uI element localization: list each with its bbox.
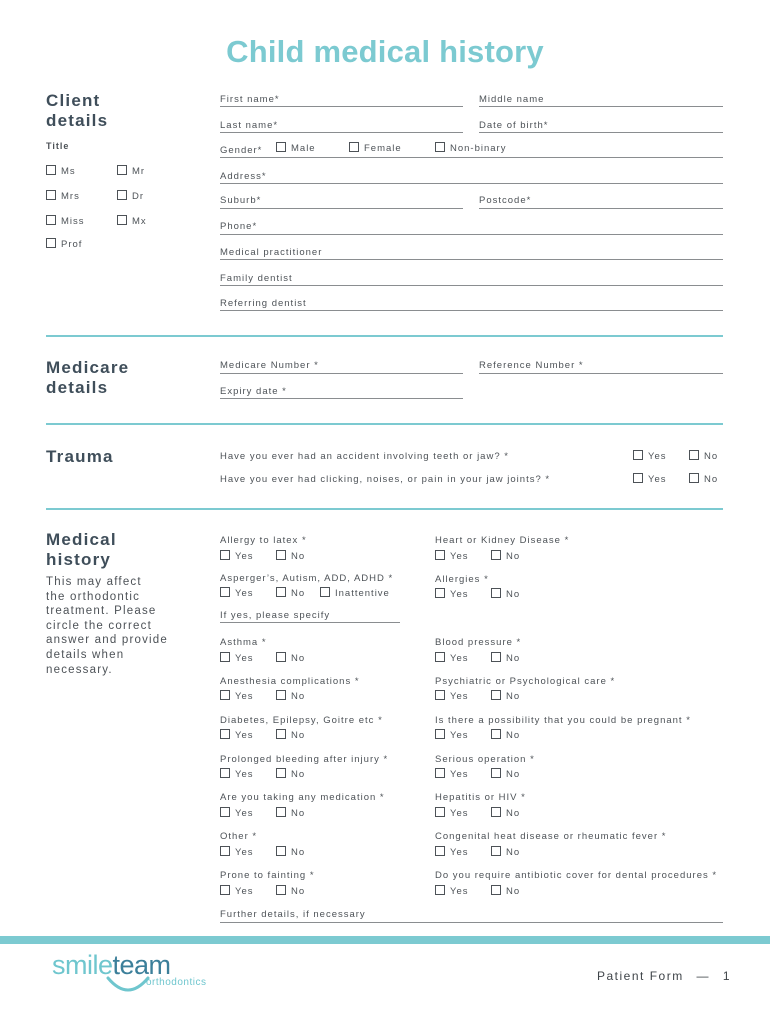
practitioner-field[interactable] (220, 259, 723, 260)
asperger-inattentive[interactable] (320, 588, 390, 599)
section-divider (46, 335, 723, 337)
latex-yes[interactable] (220, 551, 254, 562)
psychiatric-no[interactable] (491, 691, 520, 702)
practitioner-label: Medical practitioner (220, 247, 323, 258)
checkbox-icon (435, 885, 445, 895)
phone-field[interactable] (220, 234, 723, 235)
question-medication: Are you taking any medication * (220, 792, 385, 803)
question-diabetes: Diabetes, Epilepsy, Goitre etc * (220, 715, 383, 726)
option-label: Female (364, 143, 402, 154)
referring-dentist-label: Referring dentist (220, 298, 307, 309)
medical-history-note (46, 575, 168, 677)
checkbox-icon (276, 885, 286, 895)
checkbox-icon (435, 807, 445, 817)
option-label: Yes (235, 551, 254, 562)
option-label: Yes (648, 474, 667, 485)
option-label: No (291, 847, 306, 858)
checkbox-icon (689, 473, 699, 483)
checkbox-icon (220, 587, 230, 597)
option-label: No (704, 451, 719, 462)
checkbox-icon (491, 729, 501, 739)
option-label: No (704, 474, 719, 485)
checkbox-icon (276, 729, 286, 739)
section-divider (46, 508, 723, 510)
congenital-yes[interactable] (435, 847, 469, 858)
trauma-clicking-yes[interactable] (633, 474, 667, 485)
checkbox-icon (220, 729, 230, 739)
gender-option-female[interactable] (349, 143, 402, 154)
option-label: Male (291, 143, 316, 154)
medical-history-heading (46, 530, 117, 570)
client-heading-line2: details (46, 111, 109, 130)
option-label: Mrs (61, 191, 80, 202)
smileteam-logo (52, 950, 207, 988)
checkbox-icon (220, 846, 230, 856)
title-option-mx[interactable] (117, 216, 147, 227)
page-title: Child medical history (226, 34, 544, 69)
note-line: answer and provide (46, 634, 168, 647)
title-label: Title (46, 141, 70, 151)
medicare-number-label: Medicare Number * (220, 360, 319, 371)
option-label: Yes (450, 653, 469, 664)
last-name-label: Last name* (220, 120, 279, 131)
first-name-field[interactable] (220, 106, 463, 107)
question-antibiotic: Do you require antibiotic cover for dental procedures * (435, 870, 718, 881)
medicare-heading-line1: Medicare (46, 358, 130, 377)
other-no[interactable] (276, 847, 305, 858)
specify-field[interactable] (220, 622, 400, 623)
checkbox-icon (276, 846, 286, 856)
fainting-yes[interactable] (220, 886, 254, 897)
serious-operation-yes[interactable] (435, 769, 469, 780)
checkbox-icon (491, 550, 501, 560)
checkbox-icon (349, 142, 359, 152)
title-option-prof[interactable] (46, 239, 82, 250)
option-label: No (506, 551, 521, 562)
asperger-no[interactable] (276, 588, 305, 599)
hepatitis-yes[interactable] (435, 808, 469, 819)
question-psychiatric: Psychiatric or Psychological care * (435, 676, 616, 687)
diabetes-yes[interactable] (220, 730, 254, 741)
trauma-accident-no[interactable] (689, 451, 718, 462)
checkbox-icon (491, 807, 501, 817)
specify-label: If yes, please specify (220, 610, 331, 621)
option-label: Yes (235, 691, 254, 702)
anesthesia-yes[interactable] (220, 691, 254, 702)
page-number: 1 (722, 969, 732, 983)
option-label: Yes (235, 847, 254, 858)
trauma-question-accident: Have you ever had an accident involving teeth or jaw? * (220, 451, 509, 462)
pregnant-yes[interactable] (435, 730, 469, 741)
question-latex: Allergy to latex * (220, 535, 307, 546)
question-congenital: Congenital heat disease or rheumatic fever * (435, 831, 667, 842)
checkbox-icon (220, 885, 230, 895)
checkbox-icon (491, 885, 501, 895)
referring-dentist-field[interactable] (220, 310, 723, 311)
option-label: Mx (132, 216, 147, 227)
note-line: circle the correct (46, 619, 152, 632)
checkbox-icon (435, 846, 445, 856)
postcode-label: Postcode* (479, 195, 532, 206)
smile-arc-icon (106, 976, 150, 994)
medical-heading-line1: Medical (46, 530, 117, 549)
note-line: the orthodontic (46, 590, 141, 603)
phone-label: Phone* (220, 221, 258, 232)
option-label: Non-binary (450, 143, 507, 154)
family-dentist-field[interactable] (220, 285, 723, 286)
latex-no[interactable] (276, 551, 305, 562)
option-label: Yes (648, 451, 667, 462)
antibiotic-no[interactable] (491, 886, 520, 897)
checkbox-icon (117, 165, 127, 175)
checkbox-icon (633, 473, 643, 483)
trauma-clicking-no[interactable] (689, 474, 718, 485)
question-pregnant: Is there a possibility that you could be pregnant * (435, 715, 691, 726)
page-dash: — (696, 969, 711, 983)
trauma-heading: Trauma (46, 447, 114, 466)
option-label: Mr (132, 166, 146, 177)
option-label: No (506, 730, 521, 741)
logo-subtitle: orthodontics (146, 977, 207, 988)
option-label: No (506, 886, 521, 897)
option-label: Yes (235, 886, 254, 897)
checkbox-icon (435, 550, 445, 560)
option-label: Yes (235, 808, 254, 819)
checkbox-icon (46, 238, 56, 248)
gender-option-male[interactable] (276, 143, 316, 154)
middle-name-field[interactable] (479, 106, 723, 107)
checkbox-icon (435, 652, 445, 662)
checkbox-icon (633, 450, 643, 460)
question-bleeding: Prolonged bleeding after injury * (220, 754, 389, 765)
trauma-question-clicking: Have you ever had clicking, noises, or pain in your jaw joints? * (220, 474, 551, 485)
checkbox-icon (220, 807, 230, 817)
gender-label: Gender* (220, 145, 263, 156)
address-label: Address* (220, 171, 267, 182)
pregnant-no[interactable] (491, 730, 520, 741)
diabetes-no[interactable] (276, 730, 305, 741)
heart-kidney-no[interactable] (491, 551, 520, 562)
checkbox-icon (276, 768, 286, 778)
option-label: Yes (235, 769, 254, 780)
option-label: No (506, 808, 521, 819)
last-name-field[interactable] (220, 132, 463, 133)
option-label: Yes (235, 588, 254, 599)
option-label: No (291, 730, 306, 741)
medical-heading-line2: history (46, 550, 112, 569)
asthma-yes[interactable] (220, 653, 254, 664)
bleeding-no[interactable] (276, 769, 305, 780)
option-label: Prof (61, 239, 83, 250)
address-field[interactable] (220, 183, 723, 184)
checkbox-icon (320, 587, 330, 597)
option-label: Yes (450, 886, 469, 897)
checkbox-icon (276, 807, 286, 817)
bleeding-yes[interactable] (220, 769, 254, 780)
checkbox-icon (276, 550, 286, 560)
further-details-label: Further details, if necessary (220, 909, 366, 920)
question-anesthesia: Anesthesia complications * (220, 676, 360, 687)
option-label: Yes (235, 653, 254, 664)
option-label: Yes (450, 551, 469, 562)
first-name-label: First name* (220, 94, 280, 105)
option-label: No (291, 551, 306, 562)
option-label: No (291, 653, 306, 664)
congenital-no[interactable] (491, 847, 520, 858)
option-label: No (506, 653, 521, 664)
option-label: Yes (450, 691, 469, 702)
option-label: No (291, 769, 306, 780)
option-label: No (506, 589, 521, 600)
logo-smile-text: smile (52, 950, 113, 980)
heart-kidney-yes[interactable] (435, 551, 469, 562)
checkbox-icon (491, 652, 501, 662)
checkbox-icon (220, 652, 230, 662)
medicare-number-field[interactable] (220, 373, 463, 374)
option-label: Miss (61, 216, 85, 227)
checkbox-icon (435, 588, 445, 598)
section-divider (46, 423, 723, 425)
footer-band (0, 936, 770, 944)
family-dentist-label: Family dentist (220, 273, 293, 284)
note-line: details when (46, 648, 125, 661)
question-other: Other * (220, 831, 258, 842)
client-details-heading (46, 91, 108, 131)
option-label: No (506, 847, 521, 858)
title-option-miss[interactable] (46, 216, 85, 227)
reference-number-label: Reference Number * (479, 360, 584, 371)
option-label: Ms (61, 166, 76, 177)
asperger-yes[interactable] (220, 588, 254, 599)
medicare-heading-line2: details (46, 378, 109, 397)
medicare-heading (46, 358, 129, 398)
allergies-yes[interactable] (435, 589, 469, 600)
checkbox-icon (46, 190, 56, 200)
medication-yes[interactable] (220, 808, 254, 819)
question-asperger: Asperger’s, Autism, ADD, ADHD * (220, 573, 394, 584)
serious-operation-no[interactable] (491, 769, 520, 780)
option-label: Dr (132, 191, 145, 202)
checkbox-icon (276, 587, 286, 597)
hepatitis-no[interactable] (491, 808, 520, 819)
checkbox-icon (689, 450, 699, 460)
option-label: No (291, 691, 306, 702)
checkbox-icon (435, 768, 445, 778)
option-label: No (291, 886, 306, 897)
expiry-field[interactable] (220, 398, 463, 399)
note-line: This may affect (46, 576, 142, 588)
question-allergies: Allergies * (435, 574, 489, 585)
gender-option-nonbinary[interactable] (435, 143, 506, 154)
question-serious-operation: Serious operation * (435, 754, 535, 765)
checkbox-icon (435, 142, 445, 152)
checkbox-icon (491, 690, 501, 700)
checkbox-icon (435, 729, 445, 739)
reference-number-field[interactable] (479, 373, 723, 374)
fainting-no[interactable] (276, 886, 305, 897)
suburb-field[interactable] (220, 208, 463, 209)
title-option-ms[interactable] (46, 166, 76, 177)
option-label: Yes (450, 808, 469, 819)
dob-field[interactable] (479, 132, 723, 133)
medication-no[interactable] (276, 808, 305, 819)
option-label: Yes (450, 589, 469, 600)
trauma-accident-yes[interactable] (633, 451, 667, 462)
checkbox-icon (276, 142, 286, 152)
psychiatric-yes[interactable] (435, 691, 469, 702)
question-heart-kidney: Heart or Kidney Disease * (435, 535, 570, 546)
blood-pressure-no[interactable] (491, 653, 520, 664)
option-label: Inattentive (335, 588, 390, 599)
checkbox-icon (117, 190, 127, 200)
page-footer (597, 969, 731, 983)
option-label: Yes (235, 730, 254, 741)
checkbox-icon (276, 690, 286, 700)
allergies-no[interactable] (491, 589, 520, 600)
option-label: No (291, 808, 306, 819)
dob-label: Date of birth* (479, 120, 549, 131)
option-label: Yes (450, 847, 469, 858)
question-hepatitis: Hepatitis or HIV * (435, 792, 526, 803)
checkbox-icon (276, 652, 286, 662)
note-line: necessary. (46, 663, 113, 676)
middle-name-label: Middle name (479, 94, 545, 105)
note-line: treatment. Please (46, 605, 157, 618)
anesthesia-no[interactable] (276, 691, 305, 702)
option-label: No (291, 588, 306, 599)
option-label: Yes (450, 730, 469, 741)
suburb-label: Suburb* (220, 195, 262, 206)
option-label: No (506, 691, 521, 702)
logo-team-text: team (112, 950, 171, 980)
checkbox-icon (435, 690, 445, 700)
gender-line (220, 157, 723, 158)
checkbox-icon (491, 846, 501, 856)
other-yes[interactable] (220, 847, 254, 858)
client-heading-line1: Client (46, 91, 101, 110)
checkbox-icon (46, 215, 56, 225)
checkbox-icon (46, 165, 56, 175)
expiry-label: Expiry date * (220, 386, 287, 397)
title-option-dr[interactable] (117, 191, 144, 202)
title-option-mrs[interactable] (46, 191, 80, 202)
blood-pressure-yes[interactable] (435, 653, 469, 664)
checkbox-icon (117, 215, 127, 225)
title-option-mr[interactable] (117, 166, 145, 177)
checkbox-icon (220, 690, 230, 700)
option-label: Yes (450, 769, 469, 780)
question-fainting: Prone to fainting * (220, 870, 315, 881)
antibiotic-yes[interactable] (435, 886, 469, 897)
postcode-field[interactable] (479, 208, 723, 209)
question-blood-pressure: Blood pressure * (435, 637, 522, 648)
checkbox-icon (491, 768, 501, 778)
question-asthma: Asthma * (220, 637, 267, 648)
option-label: No (506, 769, 521, 780)
further-details-field[interactable] (220, 922, 723, 923)
checkbox-icon (220, 768, 230, 778)
page-label: Patient Form (597, 969, 684, 983)
asthma-no[interactable] (276, 653, 305, 664)
checkbox-icon (220, 550, 230, 560)
checkbox-icon (491, 588, 501, 598)
